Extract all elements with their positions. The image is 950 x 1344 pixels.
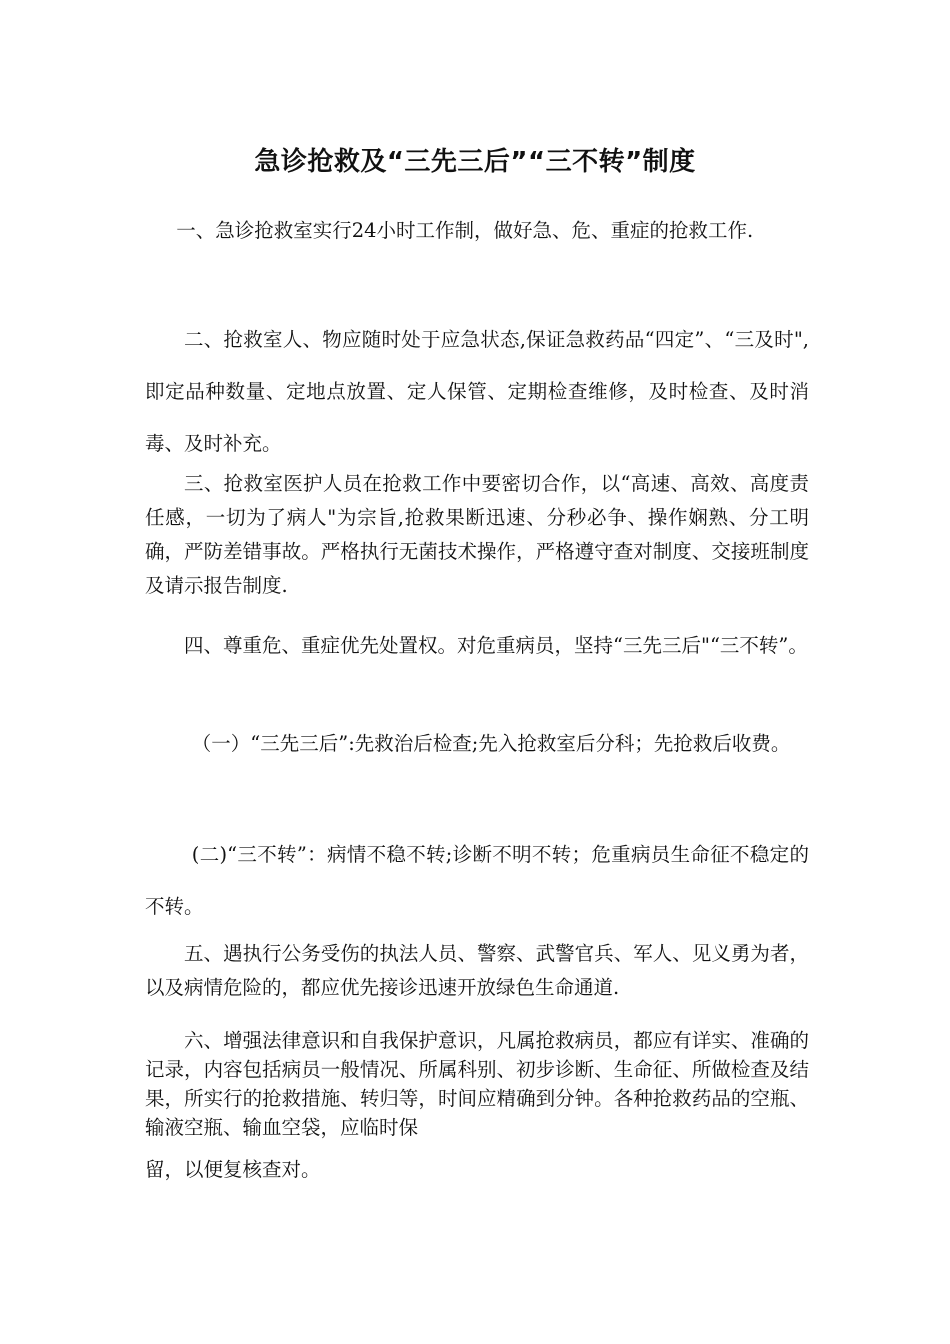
- paragraph-8: [145, 1026, 809, 1190]
- paragraph-1: 一、急诊抢救室实行24小时工作制，做好急、危、重症的抢救工作.: [176, 219, 754, 242]
- paragraph-7: 五、遇执行公务受伤的执法人员、警察、武警官兵、军人、见义勇为者，以及病情危险的，都应优先接诊迅速开放绿色生命通道.: [145, 942, 809, 999]
- paragraph-2: 二、抢救室人、物应随时处于应急状态,保证急救药品“四定”、“三及时",即定品种数量、定地点放置、定人保管、定期检查维修，及时检查、及时消毒、及时补充。: [145, 328, 809, 455]
- paragraph-8-body: 六、增强法律意识和自我保护意识，凡属抢救病员，都应有详实、准确的记录，内容包括病员一般情况、所属科别、初步诊断、生命征、所做检查及结果，所实行的抢救措施、转归等，时间应精确到分钟。各种抢救药品的空瓶、输液空瓶、输血空袋，应临时保: [145, 1029, 809, 1139]
- paragraph-4: 四、尊重危、重症优先处置权。对危重病员，坚持“三先三后"“三不转”。: [184, 634, 808, 657]
- paragraph-5: （一）“三先三后”:先救治后检查;先入抢救室后分科；先抢救后收费。: [191, 732, 791, 755]
- paragraph-3: 三、抢救室医护人员在抢救工作中要密切合作，以“高速、高效、高度责任感，一切为了病人"为宗旨,抢救果断迅速、分秒必争、操作娴熟、分工明确，严防差错事故。严格执行无菌技术操作，严格遵守查对制度、交接班制度及请示报告制度.: [145, 472, 809, 597]
- document-title: 急诊抢救及“三先三后”“三不转”制度: [254, 147, 696, 177]
- paragraph-6: (二)“三不转”：病情不稳不转;诊断不明不转；危重病员生命征不稳定的不转。: [145, 843, 809, 918]
- paragraph-8-last-line: 留，以便复核查对。: [145, 1158, 321, 1181]
